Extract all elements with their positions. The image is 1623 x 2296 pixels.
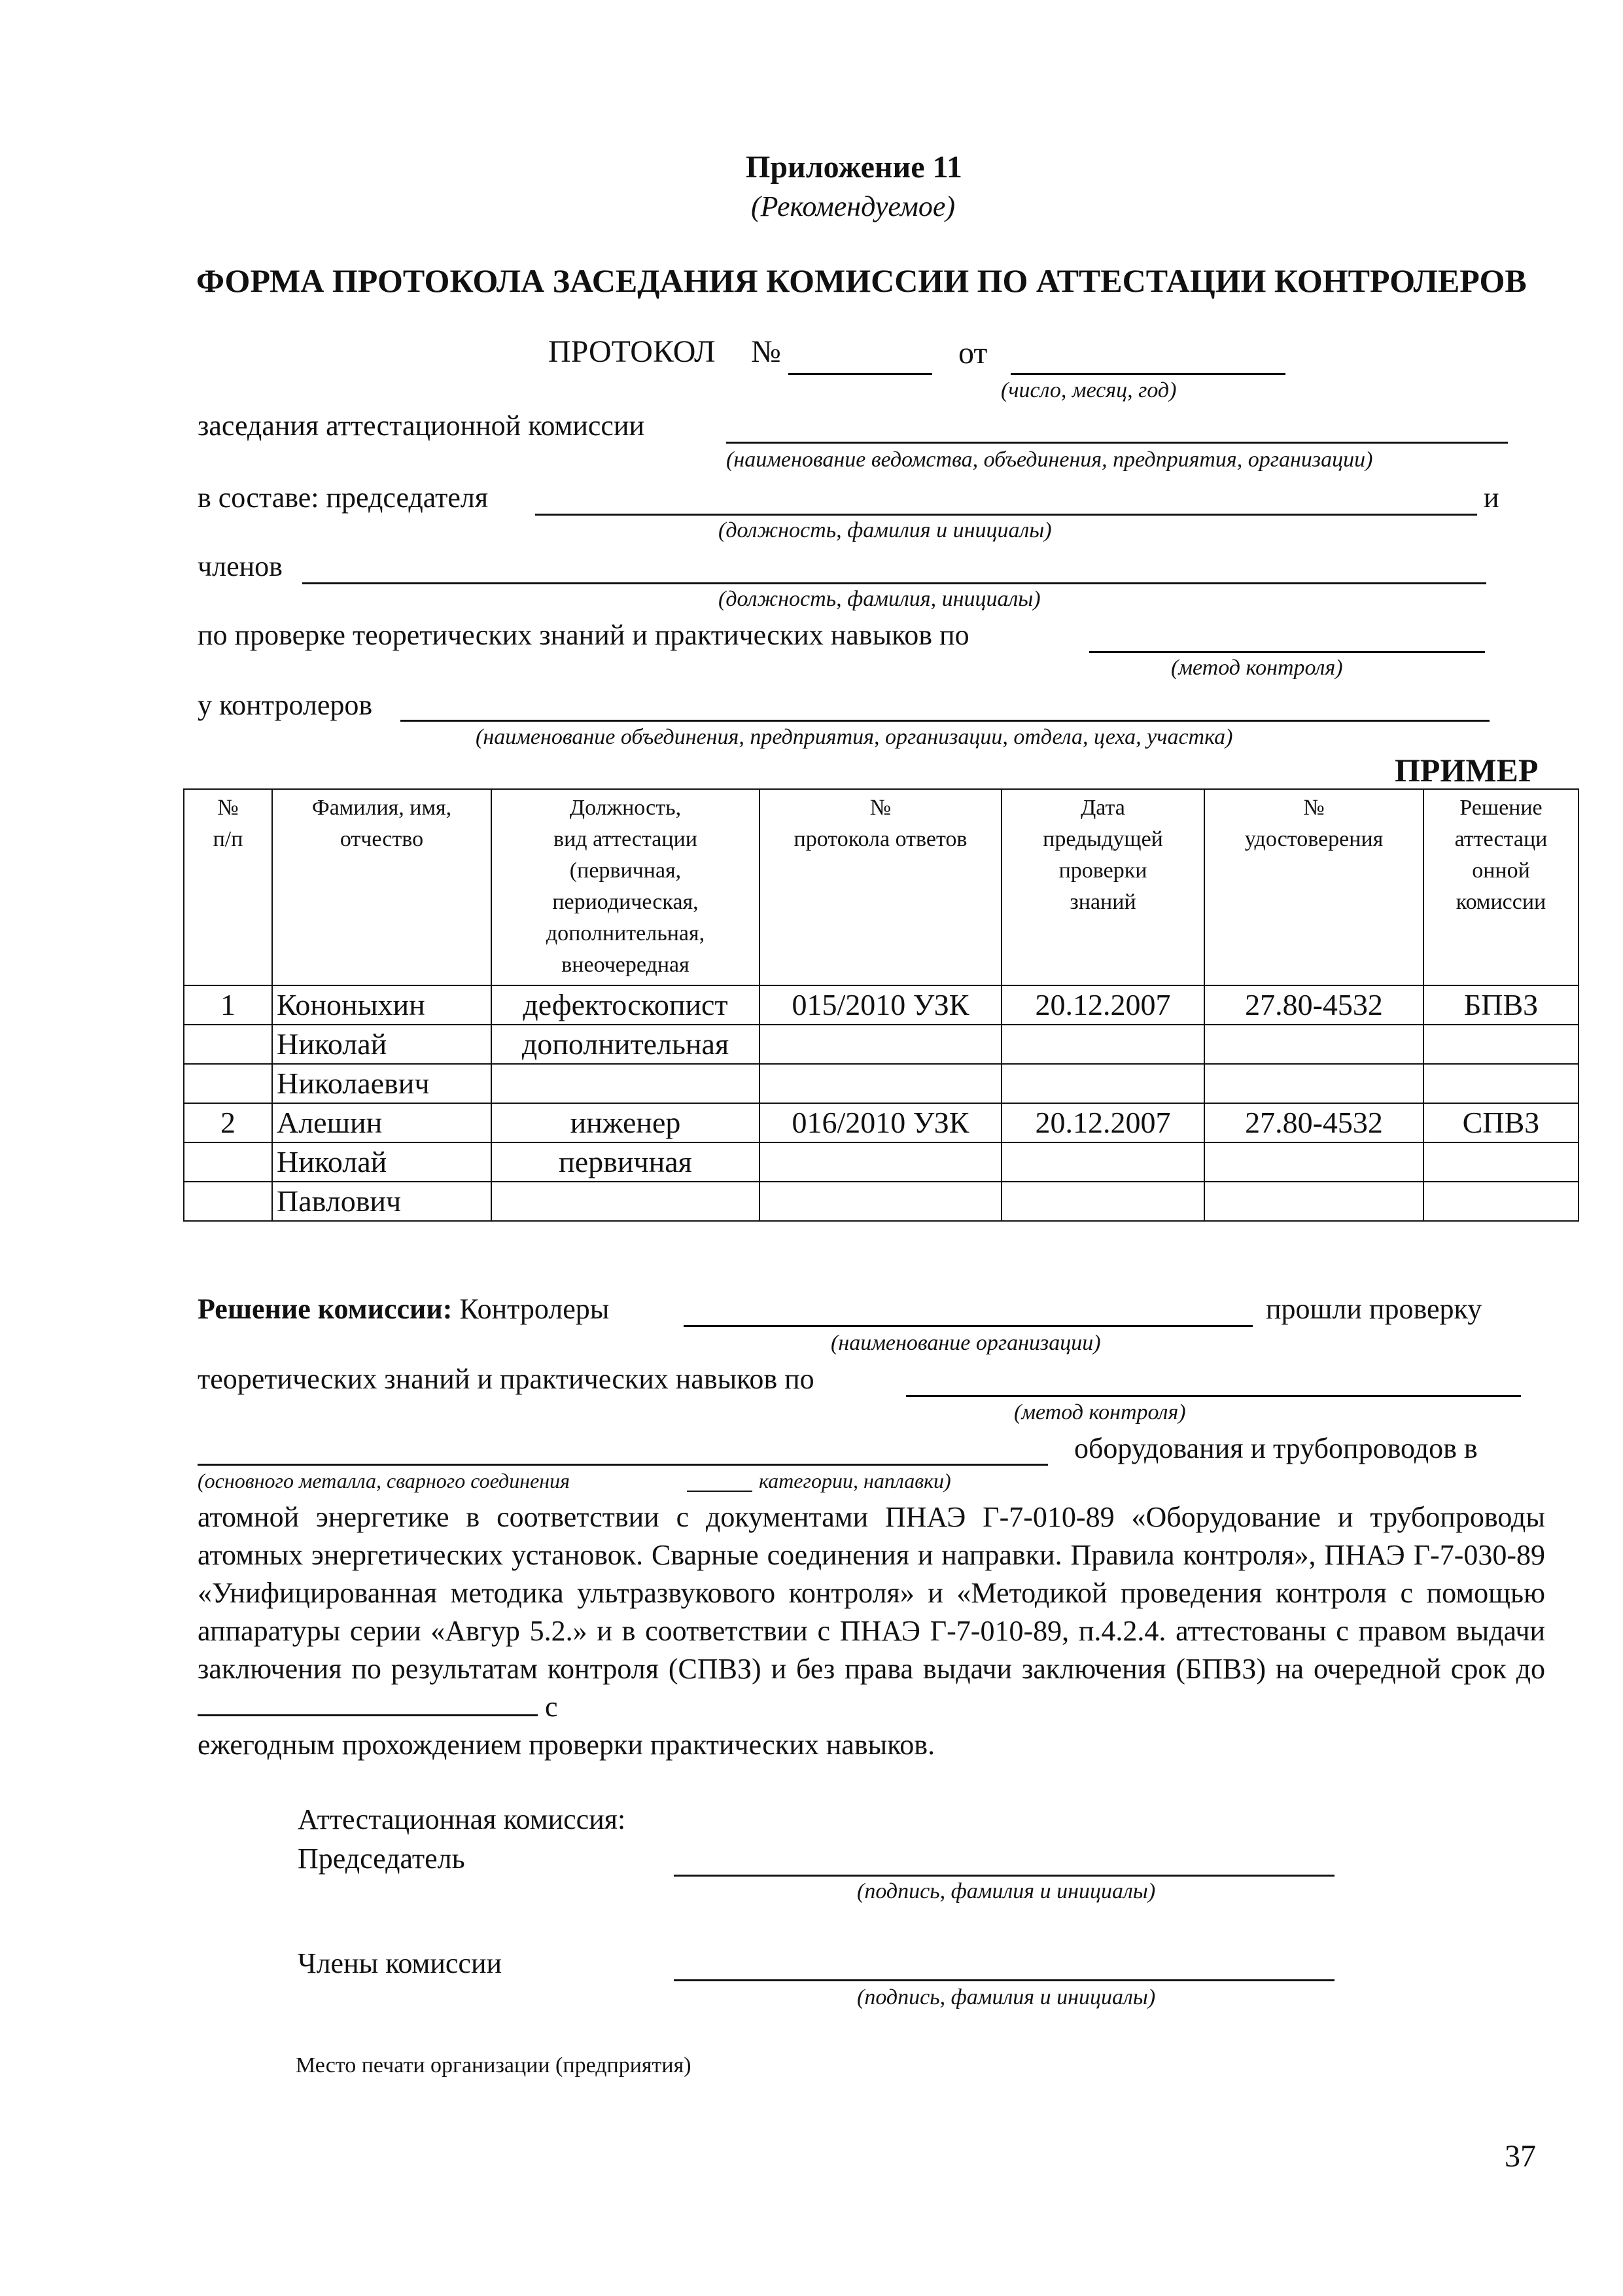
organization-hint: (наименование организации) <box>831 1331 1101 1355</box>
members-signature-line[interactable] <box>674 1979 1335 1981</box>
header-decision: Решение аттестаци онной комиссии <box>1423 789 1579 985</box>
decision-label: Решение комиссии <box>198 1293 443 1325</box>
protocol-number-line[interactable] <box>788 373 932 375</box>
cell: Кононыхин <box>272 985 491 1025</box>
check-label: по проверке теоретических знаний и практических навыков по <box>198 619 969 651</box>
cell <box>759 1142 1002 1182</box>
cell: Павлович <box>272 1182 491 1221</box>
header-certificate: № удостоверения <box>1204 789 1423 985</box>
cell <box>759 1025 1002 1064</box>
cell <box>1204 1064 1423 1103</box>
cell <box>1002 1182 1204 1221</box>
cell <box>1204 1182 1423 1221</box>
header-name: Фамилия, имя, отчество <box>272 789 491 985</box>
members-sign-label: Члены комиссии <box>298 1947 502 1979</box>
chair-label: в составе: председателя <box>198 482 489 514</box>
decision-method-line[interactable] <box>906 1395 1521 1397</box>
cell <box>184 1182 272 1221</box>
decision-paragraph-end: ежегодным прохождением проверки практических навыков. <box>198 1729 935 1761</box>
cell <box>1204 1142 1423 1182</box>
appendix-title: Приложение 11 <box>746 150 962 185</box>
decision-colon: : <box>442 1293 453 1325</box>
cell: Алешин <box>272 1103 491 1142</box>
header-protocol: № протокола ответов <box>759 789 1002 985</box>
cell <box>1423 1064 1579 1103</box>
number-sign: № <box>751 334 781 369</box>
meeting-label: заседания аттестационной комиссии <box>198 410 645 442</box>
cell <box>184 1025 272 1064</box>
cell: 27.80-4532 <box>1204 985 1423 1025</box>
table-row <box>184 1182 1579 1221</box>
chair-hint: (должность, фамилия и инициалы) <box>718 518 1052 542</box>
protocol-label: ПРОТОКОЛ <box>548 334 716 369</box>
appendix-subtitle: (Рекомендуемое) <box>751 190 956 222</box>
decision-theory: теоретических знаний и практических навыков по <box>198 1363 814 1395</box>
cell <box>1423 1182 1579 1221</box>
category-line[interactable] <box>687 1491 752 1492</box>
table-row <box>184 1103 1579 1142</box>
cell: Николай <box>272 1142 491 1182</box>
decision-paragraph <box>198 1498 1545 1764</box>
table-row <box>184 1025 1579 1064</box>
cell <box>1002 1025 1204 1064</box>
chair-line[interactable] <box>535 514 1477 516</box>
page-number: 37 <box>1505 2139 1536 2174</box>
cell: инженер <box>491 1103 759 1142</box>
members-label: членов <box>198 550 283 582</box>
table-row <box>184 1142 1579 1182</box>
controllers-label: у контролеров <box>198 689 373 721</box>
protocol-from: от <box>958 336 988 370</box>
decision-paragraph-tail: с <box>545 1691 558 1723</box>
metal-line[interactable] <box>198 1464 1048 1466</box>
meeting-line[interactable] <box>726 442 1508 444</box>
check-hint: (метод контроля) <box>1171 656 1343 680</box>
chairman-label: Председатель <box>298 1843 465 1875</box>
members-hint: (должность, фамилия, инициалы) <box>718 587 1041 611</box>
decision-method-hint: (метод контроля) <box>1014 1400 1186 1424</box>
cell: Николаевич <box>272 1064 491 1103</box>
cell <box>184 1142 272 1182</box>
stamp-place: Место печати организации (предприятия) <box>296 2053 691 2077</box>
cell <box>491 1182 759 1221</box>
cell: 27.80-4532 <box>1204 1103 1423 1142</box>
table-header-row <box>184 789 1579 985</box>
cell: 20.12.2007 <box>1002 985 1204 1025</box>
header-number: № п/п <box>184 789 272 985</box>
decision-paragraph-text: атомной энергетике в соответствии с документами ПНАЭ Г-7-010-89 «Оборудование и трубопроводы атомных энергетических установок. Сварные соединения и направки. Правила контроля», ПНАЭ Г-7-030-89 «Унифицированная методика ультразвукового контроля» и «Методикой проведения контроля с помощью аппаратуры серии «Авгур 5.2.» и в соответствии с ПНАЭ Г-7-010-89, п.4.2.4. аттестованы с правом выдачи заключения по результатам контроля (СПВЗ) и без права выдачи заключения (БПВЗ) на очередной срок до <box>198 1501 1545 1685</box>
cell <box>759 1064 1002 1103</box>
table-row <box>184 1064 1579 1103</box>
cell: дополнительная <box>491 1025 759 1064</box>
decision-line-1 <box>198 1292 609 1326</box>
cell: Николай <box>272 1025 491 1064</box>
metal-hint: (основного металла, сварного соединения <box>198 1469 570 1492</box>
cell <box>1423 1025 1579 1064</box>
cell: 2 <box>184 1103 272 1142</box>
decision-equipment: оборудования и трубопроводов в <box>1074 1432 1478 1464</box>
cell: БПВЗ <box>1423 985 1579 1025</box>
members-sign-hint: (подпись, фамилия и инициалы) <box>857 1985 1156 2009</box>
cell: 20.12.2007 <box>1002 1103 1204 1142</box>
chairman-signature-line[interactable] <box>674 1875 1335 1877</box>
category-hint: категории, наплавки) <box>759 1469 951 1492</box>
cell <box>1002 1064 1204 1103</box>
header-date: Дата предыдущей проверки знаний <box>1002 789 1204 985</box>
date-hint: (число, месяц, год) <box>1001 378 1177 402</box>
example-label: ПРИМЕР <box>1395 752 1539 788</box>
meeting-hint: (наименование ведомства, объединения, предприятия, организации) <box>726 448 1373 472</box>
term-line[interactable] <box>198 1691 538 1716</box>
cell: дефектоскопист <box>491 985 759 1025</box>
cell: 015/2010 УЗК <box>759 985 1002 1025</box>
chairman-hint: (подпись, фамилия и инициалы) <box>857 1879 1156 1903</box>
cell <box>759 1182 1002 1221</box>
organization-line[interactable] <box>684 1325 1253 1327</box>
protocol-date-line[interactable] <box>1011 373 1285 375</box>
check-line[interactable] <box>1089 651 1485 653</box>
controllers-hint: (наименование объединения, предприятия, организации, отдела, цеха, участка) <box>476 725 1233 749</box>
cell <box>1002 1142 1204 1182</box>
table-row <box>184 985 1579 1025</box>
cell: первичная <box>491 1142 759 1182</box>
cell: 1 <box>184 985 272 1025</box>
cell: 016/2010 УЗК <box>759 1103 1002 1142</box>
cell <box>184 1064 272 1103</box>
members-line[interactable] <box>302 582 1486 584</box>
cell: СПВЗ <box>1423 1103 1579 1142</box>
cell <box>1204 1025 1423 1064</box>
commission-label: Аттестационная комиссия: <box>298 1803 626 1835</box>
controllers-line[interactable] <box>400 720 1490 722</box>
cell <box>1423 1142 1579 1182</box>
form-title: ФОРМА ПРОТОКОЛА ЗАСЕДАНИЯ КОМИССИИ ПО АТТЕСТАЦИИ КОНТРОЛЕРОВ <box>196 262 1527 299</box>
decision-controllers: Контролеры <box>459 1293 610 1325</box>
decision-passed: прошли проверку <box>1266 1293 1482 1325</box>
cell <box>491 1064 759 1103</box>
chair-and: и <box>1484 482 1499 514</box>
attestation-table <box>183 788 1579 1222</box>
header-position: Должность, вид аттестации (первичная, периодическая, дополнительная, внеочередная <box>491 789 759 985</box>
